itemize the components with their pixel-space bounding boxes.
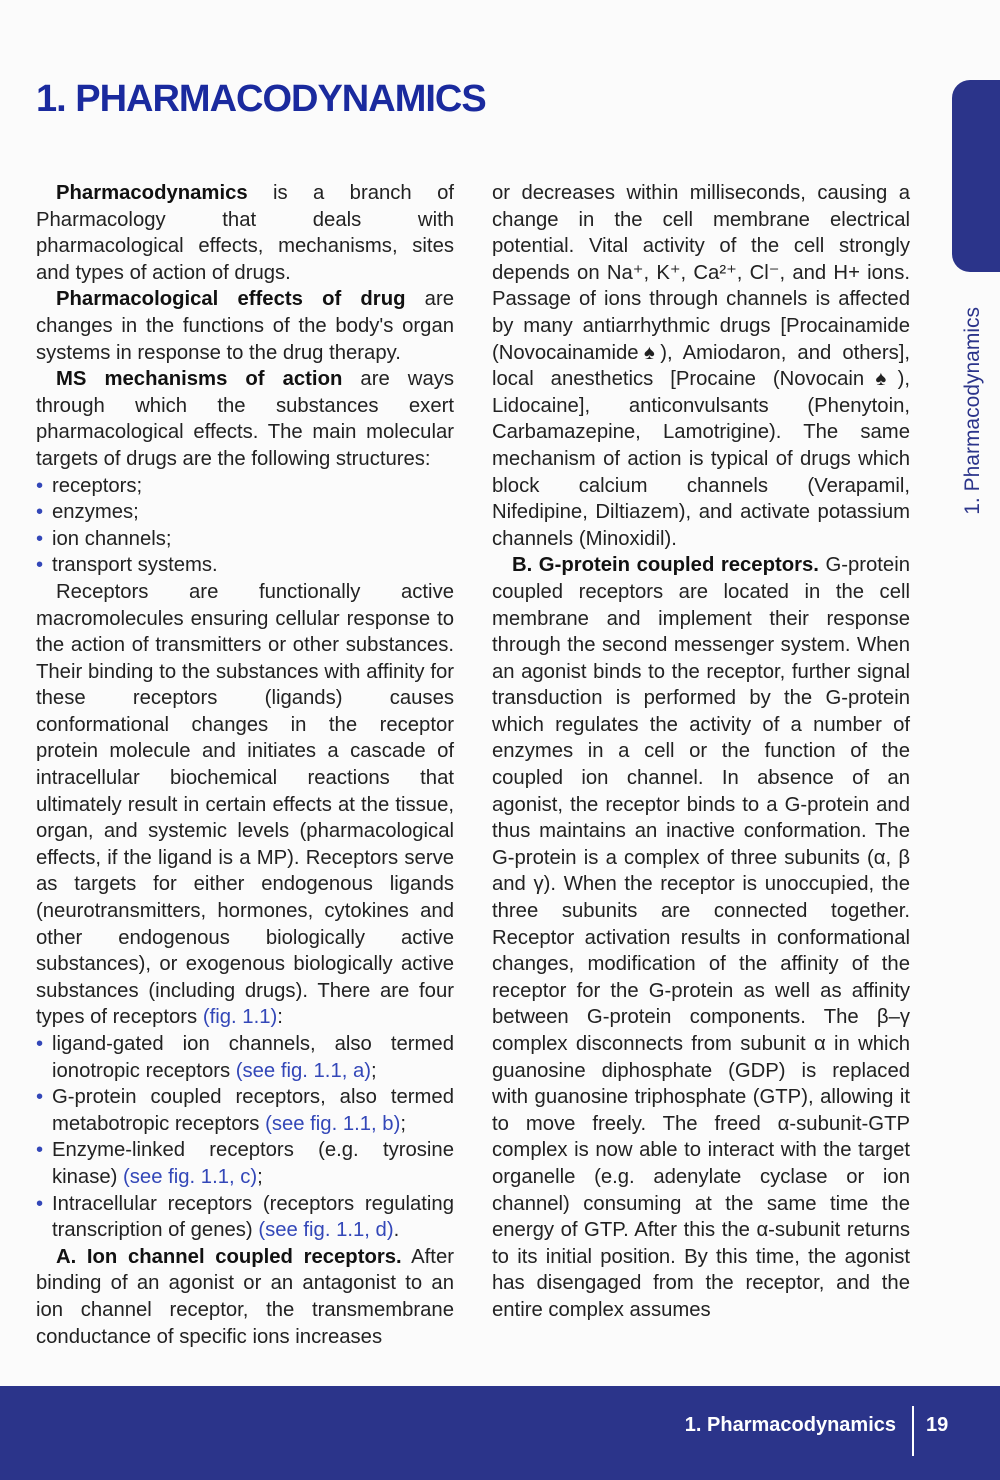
- paragraph-receptors: [36, 579, 454, 1031]
- list-item: • transport systems.: [36, 552, 454, 579]
- list-item-text: ligand-gated ion channels, also termed ionotropic receptors: [52, 1033, 454, 1082]
- list-item-text: Enzyme-linked receptors (e.g. tyrosine kinase): [52, 1139, 454, 1188]
- list-item: [36, 1031, 454, 1084]
- paragraph-text: are ways through which the substances exert pharmacological effects. The main molecular targets of drugs are the following structures:: [36, 368, 454, 470]
- list-item: • ion channels;: [36, 526, 454, 553]
- punctuation: ;: [371, 1059, 377, 1082]
- paragraph-text: Receptors are functionally active macromolecules ensuring cellular response to the action of transmitters or other substances. Their binding to the substances with affinity for these receptors (ligands) causes conformational changes in the receptor protein molecule and initiates a cascade of intracellular biochemical reactions that ultimately result in certain effects at the tissue, organ, and systemic levels (pharmacological effects, if the ligand is a MP). Receptors serve as targets for either endogenous ligands (neurotransmitters, hormones, cytokines and other endogenous biologically active substances), or exogenous biologically active substances (including drugs). There are four types of receptors: [36, 580, 454, 1029]
- paragraph-mechanisms: [36, 366, 454, 472]
- list-item-text: G-protein coupled receptors, also termed metabotropic receptors: [52, 1086, 454, 1135]
- paragraph-ion-channel-receptors: [36, 1244, 454, 1350]
- footer-section-title: 1. Pharmacodynamics: [684, 1414, 896, 1436]
- paragraph-pharmacological-effects: [36, 286, 454, 366]
- chapter-side-label-text: 1. Pharmacodynamics: [961, 307, 984, 515]
- figure-link[interactable]: (fig. 1.1): [202, 1006, 278, 1029]
- paragraph-text: is a branch of Pharmacology that deals with pharmacological effects, mechanisms, sites and types of action of drugs.: [36, 182, 454, 284]
- receptor-types-list: [36, 1031, 454, 1244]
- term-g-protein-receptors: B. G-protein coupled receptors.: [512, 554, 819, 577]
- paragraph-text: After binding of an agonist or an antagonist to an ion channel receptor, the transmembrane conductance of specific ions increases: [36, 1245, 454, 1348]
- page-number: 19: [926, 1414, 949, 1436]
- left-column: [36, 180, 454, 1350]
- list-item-text: Intracellular receptors (receptors regulating transcription of genes): [52, 1192, 454, 1242]
- term-ion-channel-receptors: A. Ion channel coupled receptors.: [56, 1245, 402, 1268]
- term-pharmacological-effects: Pharmacological effects of drug: [56, 288, 406, 311]
- list-item: [36, 1137, 454, 1190]
- paragraph-ion-channel-continued: or decreases within milliseconds, causing a change in the cell membrane electrical potential. Vital activity of the cell strongly depends on Na⁺, K⁺, Ca²⁺, Cl⁻, and H+ ions. Passage of ions through channels is affected by many antiarrhythmic drugs [Procainamide (Novocainamide♠), Amiodaron, and others], local anesthetics [Procaine (Novocain♠), Lidocaine], anticonvulsants (Phenytoin, Carbamazepine, Lamotrigine). The same mechanism of action is typical of drugs which block calcium channels (Verapamil, Nifedipine, Diltiazem), and activate potassium channels (Minoxidil).: [492, 182, 910, 550]
- page-footer: [0, 1386, 1000, 1480]
- punctuation: .: [393, 1219, 400, 1242]
- term-mechanisms: MS mechanisms of action: [56, 368, 343, 391]
- footer-divider: [912, 1406, 914, 1456]
- punctuation: ;: [400, 1112, 406, 1135]
- list-item: • enzymes;: [36, 499, 454, 526]
- right-column: [492, 180, 910, 1324]
- drug-targets-list: [36, 473, 454, 579]
- chapter-tab: [952, 80, 1000, 272]
- page-title: 1. PHARMACODYNAMICS: [36, 78, 486, 120]
- figure-link[interactable]: (see fig. 1.1, d): [258, 1219, 394, 1242]
- term-pharmacodynamics: Pharmacodynamics: [56, 182, 248, 204]
- list-item: [36, 1084, 454, 1137]
- list-item: • receptors;: [36, 473, 454, 500]
- paragraph-pharmacodynamics: [36, 180, 454, 286]
- punctuation: ;: [257, 1165, 263, 1188]
- figure-link[interactable]: (see fig. 1.1, a): [235, 1059, 372, 1082]
- figure-link[interactable]: (see fig. 1.1, b): [265, 1112, 401, 1135]
- paragraph-text: G-protein coupled receptors are located in the cell membrane and implement their response through the second messenger system. When an agonist binds to the receptor, further signal transduction is performed by the G-protein which regulates the activity of a number of enzymes in a cell or the function of the coupled ion channel. In absence of an agonist, the receptor binds to a G-protein and thus maintains an inactive conformation. The G-protein is a complex of three subunits (α, β and γ). When the receptor is unoccupied, the three subunits are connected together. Receptor activation results in conformational changes, modification of the affinity of the receptor for the G-protein as well as affinity between G-protein components. The β–γ complex disconnects from subunit α in which guanosine diphosphate (GDP) is replaced with guanosine triphosphate (GTP), allowing it to move freely. The freed α-subunit-GTP complex is now able to interact with the target organelle (e.g. adenylate cyclase or ion channel) consuming at the same time the energy of GTP. After this the α-subunit returns to its initial position. By this time, the agonist has disengaged from the receptor, and the entire complex assumes: [492, 554, 910, 1321]
- paragraph-text: are changes in the functions of the body's organ systems in response to the drug therapy.: [36, 288, 454, 364]
- figure-link[interactable]: (see fig. 1.1, c): [123, 1165, 258, 1188]
- chapter-side-label: [958, 300, 988, 522]
- list-item: [36, 1191, 454, 1244]
- paragraph-g-protein-receptors: [492, 552, 910, 1323]
- punctuation: :: [277, 1006, 283, 1029]
